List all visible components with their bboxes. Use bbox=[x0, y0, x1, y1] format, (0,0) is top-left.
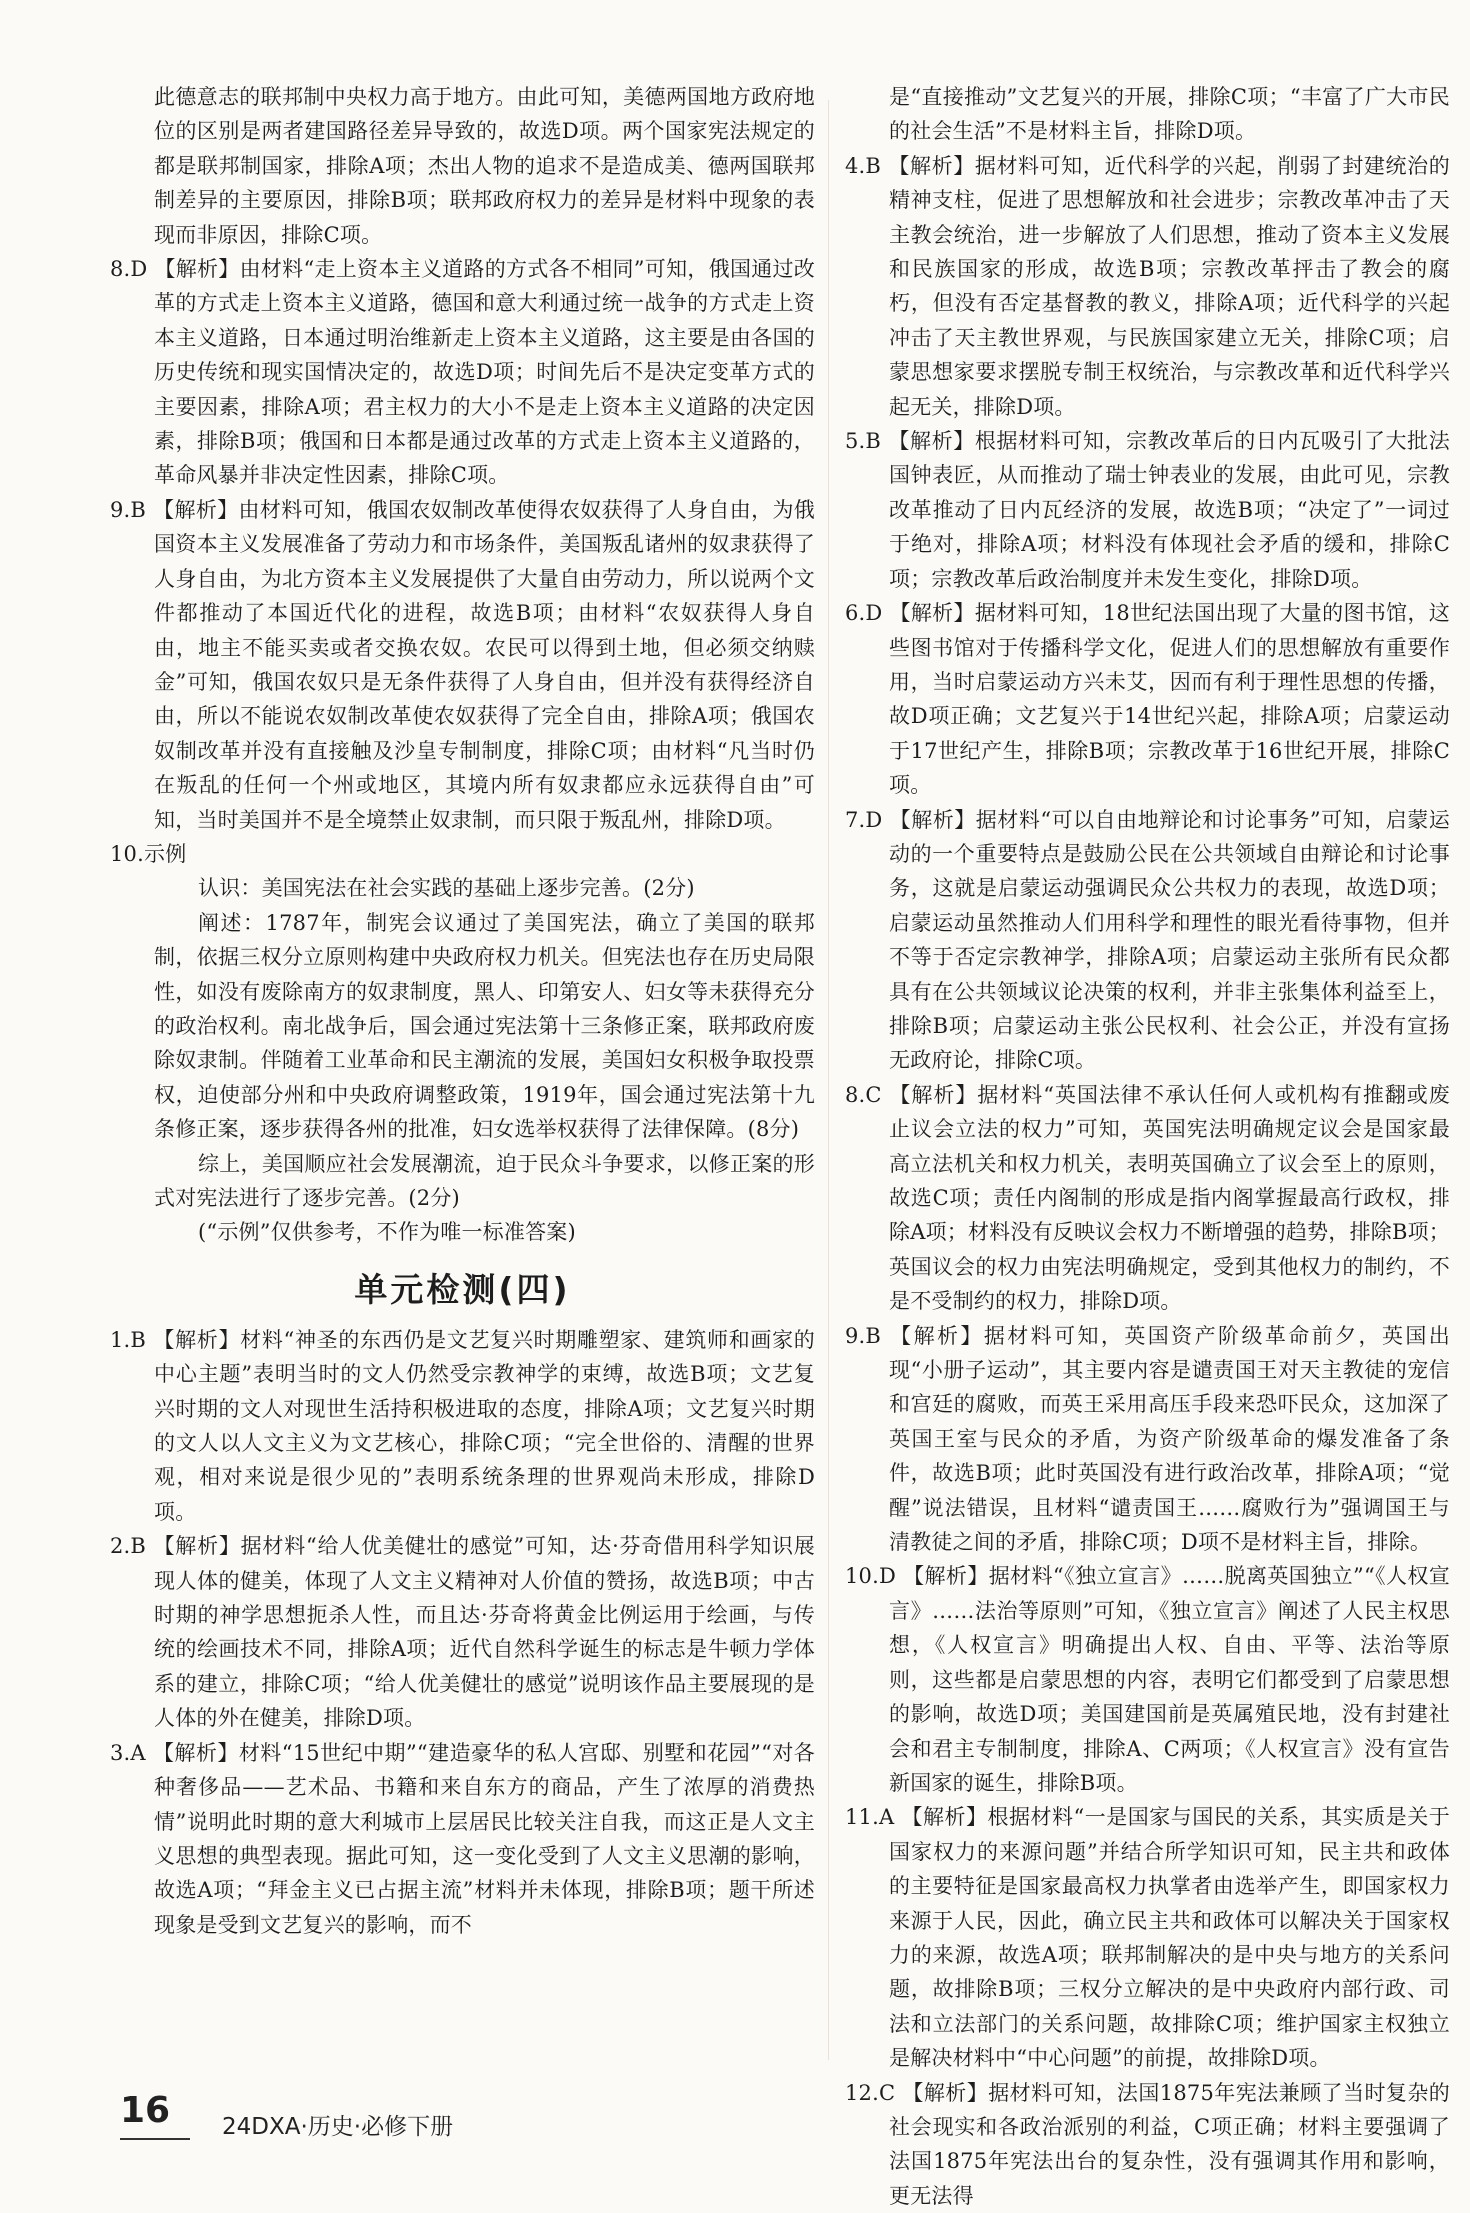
answer-1: 1.B 【解析】材料“神圣的东西仍是文艺复兴时期雕塑家、建筑师和画家的中心主题”表明当时的文人仍然受宗教神学的束缚，故选B项；文艺复兴时期的文人对现世生活持积极进取的态度，排除A项；文艺复兴时期的文人以人文主义为文艺核心，排除C项；“完全世俗的、清醒的世界观，相对来说是很少见的”表明系统条理的世界观尚未形成，排除D项。 bbox=[110, 1327, 815, 1524]
answer-6: 6.D 【解析】据材料可知，18世纪法国出现了大量的图书馆，这些图书馆对于传播科学文化，促进人们的思想解放有重要作用，当时启蒙运动方兴未艾，因而有利于理性思想的传播，故D项正确；文艺复兴于14世纪兴起，排除A项；启蒙运动于17世纪产生，排除B项；宗教改革于16世纪开展，排除C项。 bbox=[845, 601, 1450, 798]
answer-8: 8.D 【解析】由材料“走上资本主义道路的方式各不相同”可知，俄国通过改革的方式走上资本主义道路，德国和意大利通过统一战争的方式走上资本主义道路，日本通过明治维新走上资本主义道路，这主要是由各国的历史传统和现实国情决定的，故选D项；时间先后不是决定变革方式的主要因素，排除A项；君主权力的大小不是走上资本主义道路的决定因素，排除B项；俄国和日本都是通过改革的方式走上资本主义道路的，革命风暴并非决定性因素，排除C项。 bbox=[110, 257, 815, 488]
answer-10-head: 10.示例 bbox=[110, 841, 187, 866]
right-column bbox=[845, 80, 1450, 2213]
answer-11: 11.A 【解析】根据材料“一是国家与国民的关系，其实质是关于国家权力的来源问题”并结合所学知识可知，民主共和政体的主要特征是国家最高权力执掌者由选举产生，即国家权力来源于人民，因此，确立民主共和政体可以解决关于国家权力的来源，故选A项；联邦制解决的是中央与地方的关系问题，故排除B项；三权分立解决的是中央政府内部行政、司法和立法部门的关系问题，故排除C项；维护国家主权独立是解决材料中“中心问题”的前提，故排除D项。 bbox=[845, 1805, 1450, 2071]
answer-9: 9.B 【解析】由材料可知，俄国农奴制改革使得农奴获得了人身自由，为俄国资本主义发展准备了劳动力和市场条件，美国叛乱诸州的奴隶获得了人身自由，为北方资本主义发展提供了大量自由劳动力，所以说两个文件都推动了本国近代化的进程，故选B项；由材料“农奴获得人身自由，地主不能买卖或者交换农奴。农民可以得到土地，但必须交纳赎金”可知，俄国农奴只是无条件获得了人身自由，但并没有获得经济自由，所以不能说农奴制改革使农奴获得了完全自由，排除A项；俄国农奴制改革并没有直接触及沙皇专制制度，排除C项；由材料“凡当时仍在叛乱的任何一个州或地区，其境内所有奴隶都应永远获得自由”可知，当时美国并不是全境禁止奴隶制，而只限于叛乱州，排除D项。 bbox=[110, 497, 815, 832]
left-column bbox=[110, 80, 815, 1942]
answer-10-view: 认识：美国宪法在社会实践的基础上逐步完善。(2分) bbox=[198, 876, 695, 901]
paragraph-continued: 是“直接推动”文艺复兴的开展，排除C项；“丰富了广大市民的社会生活”不是材料主旨，排除D项。 bbox=[889, 85, 1450, 144]
answer-4: 4.B 【解析】据材料可知，近代科学的兴起，削弱了封建统治的精神支柱，促进了思想解放和社会进步；宗教改革冲击了天主教会统治，进一步解放了人们思想，推动了资本主义发展和民族国家的形成，故选B项；宗教改革抨击了教会的腐朽，但没有否定基督教的教义，排除A项；近代科学的兴起冲击了天主教世界观，与民族国家建立无关，排除C项；启蒙思想家要求摆脱专制王权统治，与宗教改革和近代科学兴起无关，排除D项。 bbox=[845, 153, 1450, 419]
answer-10-summary: 综上，美国顺应社会发展潮流，迫于民众斗争要求，以修正案的形式对宪法进行了逐步完善。(2分) bbox=[154, 1151, 815, 1210]
answer-9: 9.B 【解析】据材料可知，英国资产阶级革命前夕，英国出现“小册子运动”，其主要内容是谴责国王对天主教徒的宠信和宫廷的腐败，而英王采用高压手段来恐吓民众，这加深了英国王室与民众的矛盾，为资产阶级革命的爆发准备了条件，故选B项；此时英国没有进行政治改革，排除A项；“觉醒”说法错误，且材料“谴责国王……腐败行为”强调国王与清教徒之间的矛盾，排除C项；D项不是材料主旨，排除。 bbox=[845, 1323, 1450, 1555]
answer-12: 12.C 【解析】据材料可知，法国1875年宪法兼顾了当时复杂的社会现实和各政治派别的利益，C项正确；材料主要强调了法国1875年宪法出台的复杂性，没有强调其作用和影响，更无法得 bbox=[845, 2080, 1450, 2208]
book-title: 24DXA·历史·必修下册 bbox=[222, 2114, 454, 2140]
paragraph-continued: 此德意志的联邦制中央权力高于地方。由此可知，美德两国地方政府地位的区别是两者建国路径差异导致的，故选D项。两个国家宪法规定的都是联邦制国家，排除A项；杰出人物的追求不是造成美、德两国联邦制差异的主要原因，排除B项；联邦政府权力的差异是材料中现象的表现而非原因，排除C项。 bbox=[154, 85, 815, 247]
answer-2: 2.B 【解析】据材料“给人优美健壮的感觉”可知，达·芬奇借用科学知识展现人体的健美，体现了人文主义精神对人价值的赞扬，故选B项；中古时期的神学思想扼杀人性，而且达·芬奇将黄金比例运用于绘画，与传统的绘画技术不同，排除A项；近代自然科学诞生的标志是牛顿力学体系的建立，排除C项；“给人优美健壮的感觉”说明该作品主要展现的是人体的外在健美，排除D项。 bbox=[110, 1534, 815, 1731]
answer-3: 3.A 【解析】材料“15世纪中期”“建造豪华的私人宫邸、别墅和花园”“对各种奢侈品——艺术品、书籍和来自东方的商品，产生了浓厚的消费热情”说明此时期的意大利城市上层居民比较关注自我，而这正是人文主义思想的典型表现。据此可知，这一变化受到了人文主义思潮的影响，故选A项；“拜金主义已占据主流”材料并未体现，排除B项；题干所述现象是受到文艺复兴的影响，而不 bbox=[110, 1740, 815, 1937]
answer-10-note: (“示例”仅供参考，不作为唯一标准答案) bbox=[198, 1220, 576, 1245]
page-number-underline bbox=[120, 2138, 190, 2140]
answer-7: 7.D 【解析】据材料“可以自由地辩论和讨论事务”可知，启蒙运动的一个重要特点是鼓励公民在公共领域自由辩论和讨论事务，这就是启蒙运动强调民众公共权力的表现，故选D项；启蒙运动虽然推动人们用科学和理性的眼光看待事物，但并不等于否定宗教神学，排除A项；启蒙运动主张所有民众都具有在公共领域议论决策的权利，并非主张集体利益至上，排除B项；启蒙运动主张公民权利、社会公正，并没有宣扬无政府论，排除C项。 bbox=[845, 807, 1450, 1073]
page-footer bbox=[120, 2090, 454, 2140]
section-title: 单元检测(四) bbox=[354, 1269, 571, 1309]
answer-5: 5.B 【解析】根据材料可知，宗教改革后的日内瓦吸引了大批法国钟表匠，从而推动了瑞士钟表业的发展，由此可见，宗教改革推动了日内瓦经济的发展，故选B项；“决定了”一词过于绝对，排除A项；材料没有体现社会矛盾的缓和，排除C项；宗教改革后政治制度并未发生变化，排除D项。 bbox=[845, 429, 1450, 591]
page-number: 16 bbox=[120, 2090, 171, 2131]
answer-8: 8.C 【解析】据材料“英国法律不承认任何人或机构有推翻或废止议会立法的权力”可知，英国宪法明确规定议会是国家最高立法机关和权力机关，表明英国确立了议会至上的原则，故选C项；责任内阁制的形成是指内阁掌握最高行政权，排除A项；材料没有反映议会权力不断增强的趋势，排除B项；英国议会的权力由宪法明确规定，受到其他权力的制约，不是不受制约的权力，排除D项。 bbox=[845, 1082, 1450, 1314]
answer-10: 10.D 【解析】据材料“《独立宣言》……脱离英国独立”“《人权宣言》……法治等原则”可知，《独立宣言》阐述了人民主权思想，《人权宣言》明确提出人权、自由、平等、法治等原则，这些都是启蒙思想的内容，表明它们都受到了启蒙思想的影响，故选D项；美国建国前是英属殖民地，没有封建社会和君主专制制度，排除A、C两项；《人权宣言》没有宣告新国家的诞生，排除B项。 bbox=[845, 1564, 1450, 1795]
answer-10-body: 阐述：1787年，制宪会议通过了美国宪法，确立了美国的联邦制，依据三权分立原则构建中央政府权力机关。但宪法也存在历史局限性，如没有废除南方的奴隶制度，黑人、印第安人、妇女等未获得充分的政治权利。南北战争后，国会通过宪法第十三条修正案，联邦政府废除奴隶制。伴随着工业革命和民主潮流的发展，美国妇女积极争取投票权，迫使部分州和中央政府调整政策，1919年，国会通过宪法第十九条修正案，逐步获得各州的批准，妇女选举权获得了法律保障。(8分) bbox=[154, 910, 815, 1142]
column-divider bbox=[828, 100, 829, 2060]
